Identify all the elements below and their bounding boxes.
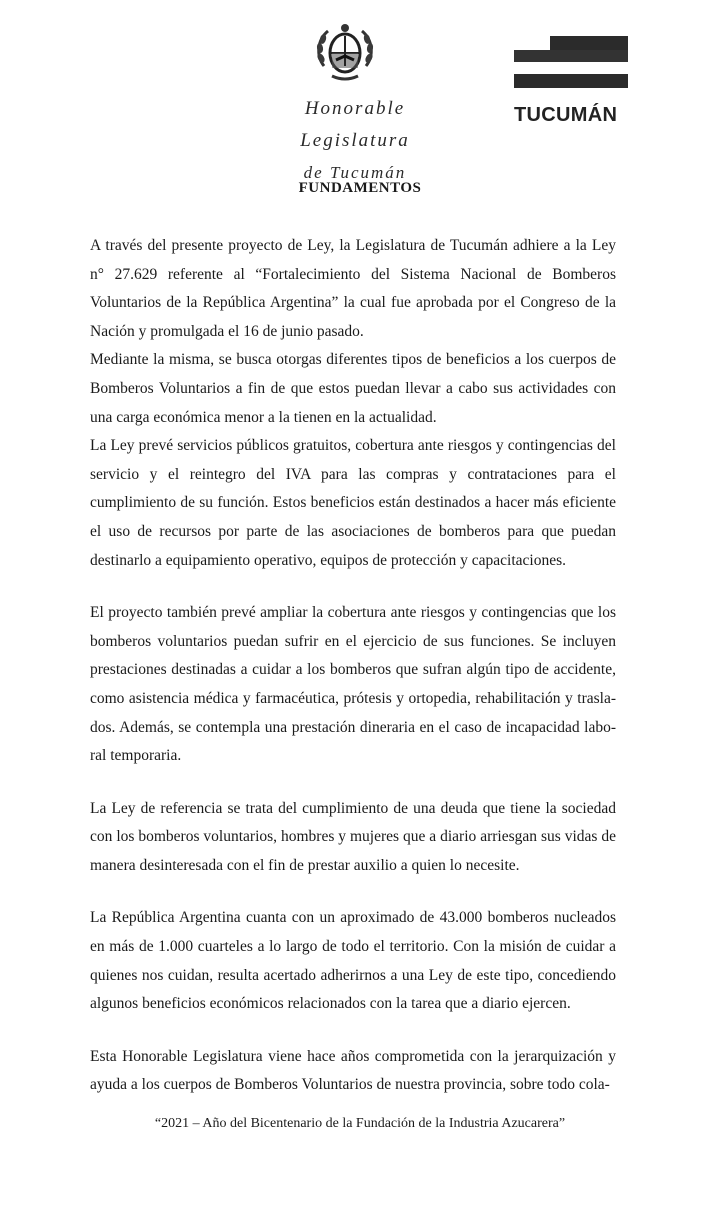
legislature-name-line2: de Tucumán [303, 163, 407, 182]
logo-bar-top [550, 36, 628, 50]
provincial-seal-icon [312, 20, 378, 86]
paragraph: La Ley de referencia se trata del cumplimiento de una deuda que tiene la sociedad con los bomberos voluntarios, hombres y mujeres que a diario arriesgan sus vidas de manera desinteresada con el fin de prestar auxilio a quien lo necesite. [90, 799, 616, 874]
footer-motto: “2021 – Año del Bicentenario de la Fundación de la Industria Azucarera” [154, 1116, 566, 1131]
logo-wordmark: TUCUMÁN [514, 104, 618, 126]
paragraph: La Ley prevé servicios públicos gratuitos, cobertura ante riesgos y contingencias del servicio y el reintegro del IVA para las compras y contrataciones para el cumplimiento de su función. Estos beneficios están destinados a hacer más eficiente el uso de recursos por parte de las asociaciones de bomberos para que puedan destinarlo a equipamiento operativo, equipos de protección y capacitaciones. [90, 437, 616, 569]
document-body [90, 232, 616, 1100]
logo-bar-middle [514, 50, 628, 62]
legislature-signature [255, 93, 455, 189]
paragraph: Esta Honorable Legislatura viene hace años comprometida con la jerarquización y ayuda a los cuerpos de Bomberos Voluntarios de nuestra provincia, sobre todo cola- [90, 1047, 616, 1094]
paragraph: Mediante la misma, se busca otorgas diferentes tipos de beneficios a los cuerpos de Bomberos Voluntarios a fin de que estos puedan llevar a cabo sus actividades con una carga económica menor a la tienen en la actualidad. [90, 351, 616, 426]
document-title: FUNDAMENTOS [298, 180, 422, 196]
paragraph: El proyecto también prevé ampliar la cobertura ante riesgos y contingencias que los bomberos voluntarios puedan sufrir en el ejercicio de sus funciones. Se incluyen prestaciones destinadas a cuidar a los bomberos que sufran algún tipo de accidente, como asistencia médica y farmacéutica, prótesis y ortopedia, rehabilitación y trasla-dos. Además, se contempla una prestación dineraria en el caso de incapacidad labo-ral temporaria. [90, 604, 616, 765]
paragraph: A través del presente proyecto de Ley, la Legislatura de Tucumán adhiere a la Ley n° 27.629 referente al “Fortalecimiento del Sistema Nacional de Bomberos Voluntarios de la República Argentina” la cual fue aprobada por el Congreso de la Nación y promulgada el 16 de junio pasado. [90, 237, 616, 340]
logo-bar-bottom [514, 74, 628, 88]
paragraph: La República Argentina cuanta con un aproximado de 43.000 bomberos nucleados en más de 1.000 cuarteles a lo largo de todo el territorio. Con la misión de cuidar a quienes nos cuidan, resulta acertado adherirnos a una Ley de este tipo, concediendo algunos beneficios económicos relacionados con la tarea que a diario ejercen. [90, 909, 616, 1013]
tucuman-logo [514, 36, 632, 126]
legislature-name-line1: Honorable Legislatura [300, 98, 410, 151]
